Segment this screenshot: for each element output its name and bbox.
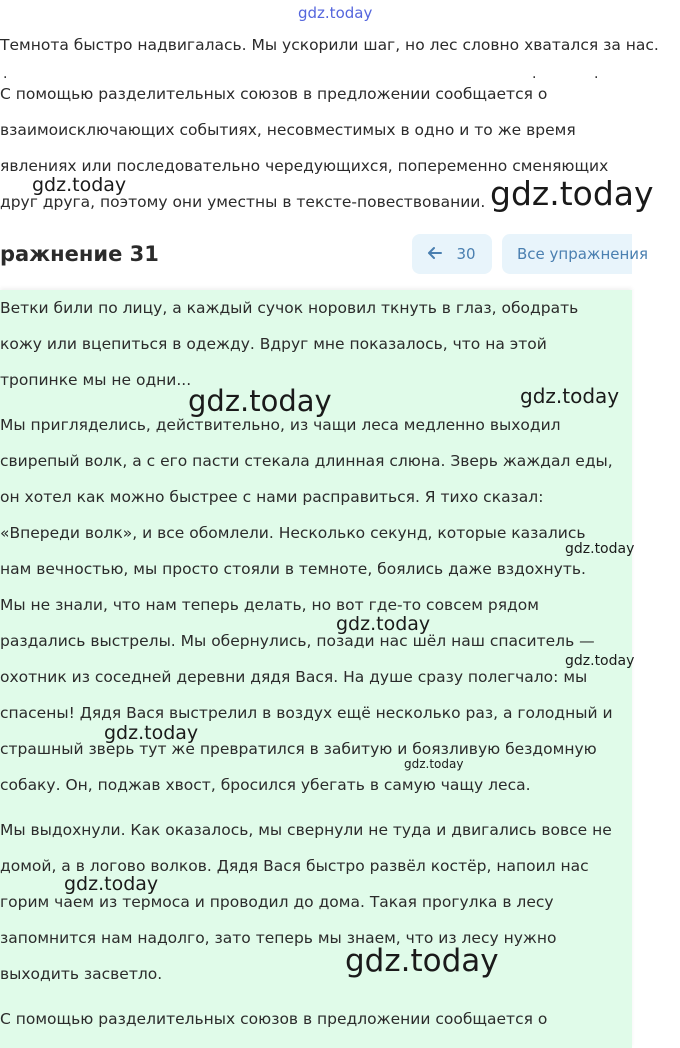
previous-exercise-button[interactable] bbox=[412, 234, 492, 274]
arrow-left-icon bbox=[428, 245, 442, 263]
answer-line: домой, а в логово волков. Дядя Вася быстро развёл костёр, напоил нас bbox=[0, 857, 589, 875]
watermark: gdz.today bbox=[32, 174, 127, 196]
answer-line: «Впереди волк», и все обомлели. Несколько секунд, которые казались bbox=[0, 524, 586, 542]
watermark: gdz.today bbox=[520, 384, 620, 408]
text-line: взаимоисключающих событиях, несовместимых в одно и то же время bbox=[0, 121, 576, 139]
answer-line: Мы не знали, что нам теперь делать, но вот где-то совсем рядом bbox=[0, 596, 539, 614]
answer-line: запомнится нам надолго, зато теперь мы знаем, что из лесу нужно bbox=[0, 929, 557, 947]
watermark: gdz.today bbox=[336, 613, 431, 635]
exercise-header bbox=[0, 232, 649, 278]
answer-line: С помощью разделительных союзов в предложении сообщается о bbox=[0, 1010, 548, 1028]
answer-line: охотник из соседней деревни дядя Вася. На душе сразу полегчало: мы bbox=[0, 668, 588, 686]
exercise-title: ражнение 31 bbox=[0, 242, 159, 266]
watermark: gdz.today bbox=[64, 873, 159, 895]
answer-line: выходить засветло. bbox=[0, 965, 163, 983]
answer-line: Ветки били по лицу, а каждый сучок норовил ткнуть в глаз, ободрать bbox=[0, 299, 579, 317]
site-watermark: gdz.today bbox=[298, 4, 373, 22]
watermark: gdz.today bbox=[345, 943, 499, 979]
watermark: gdz.today bbox=[565, 541, 635, 557]
text-line: друг друга, поэтому они уместны в тексте-повествовании. bbox=[0, 193, 486, 211]
answer-line: тропинке мы не одни... bbox=[0, 371, 192, 389]
answer-line: горим чаем из термоса и проводил до дома. Такая прогулка в лесу bbox=[0, 893, 554, 911]
answer-line: собаку. Он, поджав хвост, бросился убегать в самую чащу леса. bbox=[0, 776, 531, 794]
watermark: gdz.today bbox=[104, 722, 199, 744]
watermark: gdz.today bbox=[565, 653, 635, 669]
answer-line: спасены! Дядя Вася выстрелил в воздух ещё несколько раз, а голодный и bbox=[0, 704, 613, 722]
text-line: С помощью разделительных союзов в предложении сообщается о bbox=[0, 85, 548, 103]
watermark: gdz.today bbox=[404, 757, 464, 771]
answer-line: раздались выстрелы. Мы обернулись, позади нас шёл наш спаситель — bbox=[0, 632, 595, 650]
all-exercises-button[interactable]: Все упражнения bbox=[502, 234, 632, 274]
text-line: Темнота быстро надвигалась. Мы ускорили шаг, но лес словно хватался за нас. bbox=[0, 36, 659, 54]
text-line: явлениях или последовательно чередующихся, попеременно сменяющих bbox=[0, 157, 609, 175]
previous-exercise-number: 30 bbox=[456, 245, 476, 263]
cut-off-line: . . . bbox=[3, 66, 599, 82]
watermark: gdz.today bbox=[188, 384, 332, 418]
answer-line: кожу или вцепиться в одежду. Вдруг мне показалось, что на этой bbox=[0, 335, 547, 353]
answer-line: свирепый волк, а с его пасти стекала длинная слюна. Зверь жаждал еды, bbox=[0, 452, 613, 470]
watermark: gdz.today bbox=[490, 174, 654, 213]
answer-line: Мы выдохнули. Как оказалось, мы свернули не туда и двигались вовсе не bbox=[0, 821, 612, 839]
answer-line: он хотел как можно быстрее с нами расправиться. Я тихо сказал: bbox=[0, 488, 544, 506]
answer-line: Мы пригляделись, действительно, из чащи леса медленно выходил bbox=[0, 416, 561, 434]
answer-line: нам вечностью, мы просто стояли в темноте, боялись даже вздохнуть. bbox=[0, 560, 586, 578]
answer-line: страшный зверь тут же превратился в забитую и боязливую бездомную bbox=[0, 740, 597, 758]
